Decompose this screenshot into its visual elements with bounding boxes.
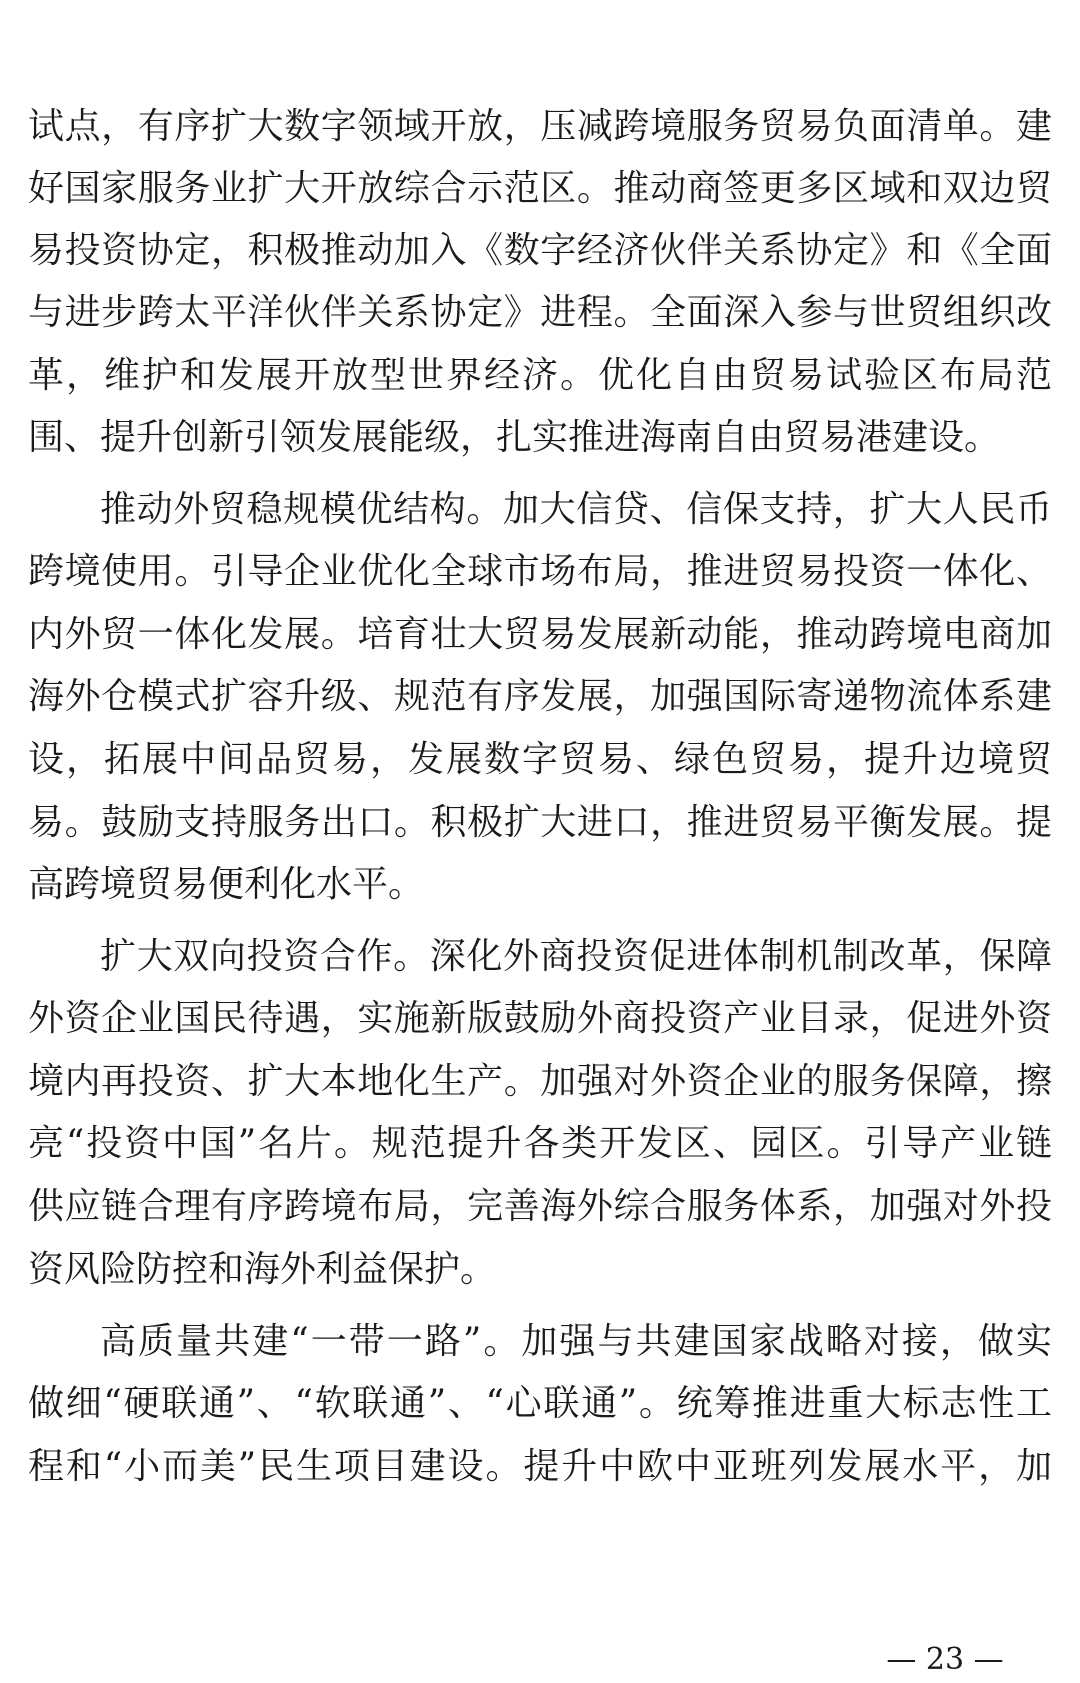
- text-line: 做细“硬联通”、“软联通”、“心联通”。统筹推进重大标志性工: [28, 1383, 1052, 1424]
- page-number: — 23 —: [886, 1642, 1004, 1677]
- text-line: 围、提升创新引领发展能级，扎实推进海南自由贸易港建设。: [28, 417, 1001, 458]
- text-line: 内外贸一体化发展。培育壮大贸易发展新动能，推动跨境电商加: [28, 614, 1052, 655]
- text-line: 好国家服务业扩大开放综合示范区。推动商签更多区域和双边贸: [28, 168, 1052, 209]
- text-line: 扩大双向投资合作。深化外商投资促进体制机制改革，保障: [100, 936, 1052, 977]
- text-line: 与进步跨太平洋伙伴关系协定》进程。全面深入参与世贸组织改: [28, 292, 1052, 333]
- text-line: 革，维护和发展开放型世界经济。优化自由贸易试验区布局范: [28, 355, 1052, 396]
- text-line: 高跨境贸易便利化水平。: [28, 864, 425, 905]
- text-line: 试点，有序扩大数字领域开放，压减跨境服务贸易负面清单。建: [28, 106, 1052, 147]
- text-line: 程和“小而美”民生项目建设。提升中欧中亚班列发展水平，加: [28, 1446, 1052, 1487]
- text-line: 易。鼓励支持服务出口。积极扩大进口，推进贸易平衡发展。提: [28, 802, 1052, 843]
- text-line: 境内再投资、扩大本地化生产。加强对外资企业的服务保障，擦: [28, 1061, 1052, 1102]
- text-line: 高质量共建“一带一路”。加强与共建国家战略对接，做实: [100, 1321, 1052, 1362]
- text-line: 推动外贸稳规模优结构。加大信贷、信保支持，扩大人民币: [100, 489, 1052, 530]
- text-line: 跨境使用。引导企业优化全球市场布局，推进贸易投资一体化、: [28, 551, 1052, 592]
- text-line: 海外仓模式扩容升级、规范有序发展，加强国际寄递物流体系建: [28, 676, 1052, 717]
- text-line: 易投资协定，积极推动加入《数字经济伙伴关系协定》和《全面: [28, 230, 1052, 271]
- text-line: 外资企业国民待遇，实施新版鼓励外商投资产业目录，促进外资: [28, 998, 1052, 1039]
- text-line: 供应链合理有序跨境布局，完善海外综合服务体系，加强对外投: [28, 1186, 1052, 1227]
- text-line: 设，拓展中间品贸易，发展数字贸易、绿色贸易，提升边境贸: [28, 739, 1052, 780]
- text-line: 资风险防控和海外利益保护。: [28, 1249, 497, 1290]
- text-line: 亮“投资中国”名片。规范提升各类开发区、园区。引导产业链: [28, 1123, 1052, 1164]
